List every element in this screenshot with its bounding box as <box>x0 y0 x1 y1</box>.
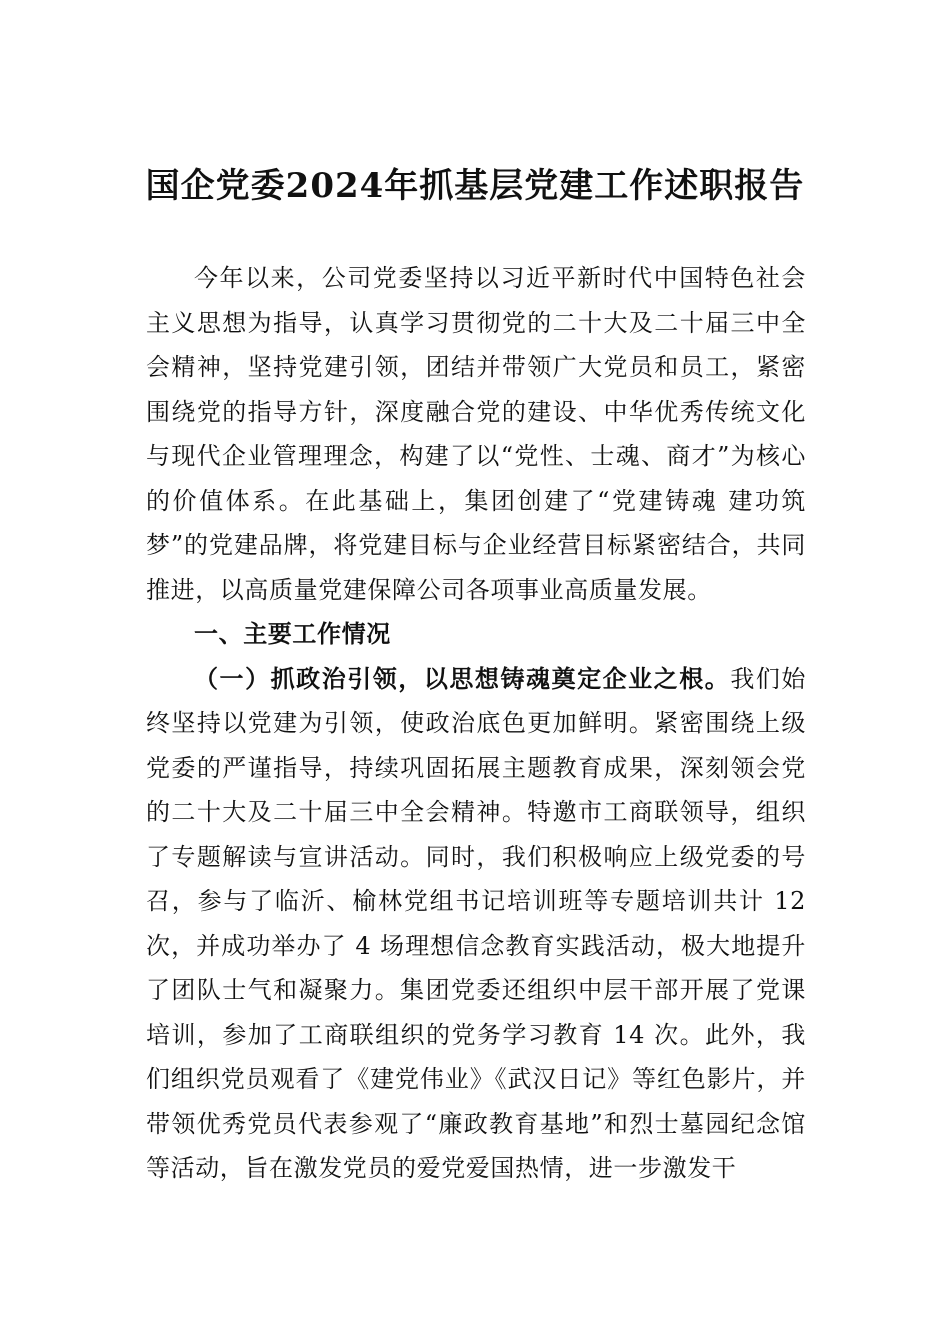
section-heading-main-work: 一、主要工作情况 <box>194 620 391 648</box>
intro-paragraph: 今年以来，公司党委坚持以习近平新时代中国特色社会主义思想为指导，认真学习贯彻党的二十大及二十届三中全会精神，坚持党建引领，团结并带领广大党员和员工，紧密围绕党的指导方针，深度融合党的建设、中华优秀传统文化与现代企业管理理念，构建了以“党性、士魂、商才”为核心的价值体系。在此基础上，集团创建了“党建铸魂 建功筑梦”的党建品牌，将党建目标与企业经营目标紧密结合，共同推进，以高质量党建保障公司各项事业高质量发展。 <box>146 264 806 604</box>
subsection-heading-political-leadership: （一）抓政治引领，以思想铸魂奠定企业之根。 <box>194 663 731 693</box>
document-title: 国企党委2024年抓基层党建工作述职报告 <box>145 166 805 206</box>
document-body <box>146 256 806 1191</box>
subsection-paragraph-political-leadership <box>146 657 806 1191</box>
subsection-body-political-leadership: 我们始终坚持以党建为引领，使政治底色更加鲜明。紧密围绕上级党委的严谨指导，持续巩固拓展主题教育成果，深刻领会党的二十大及二十届三中全会精神。特邀市工商联领导，组织了专题解读与宣讲活动。同时，我们积极响应上级党委的号召，参与了临沂、榆林党组书记培训班等专题培训共计 12 次，并成功举办了 4 场理想信念教育实践活动，极大地提升了团队士气和凝聚力。集团党委还组织中层干部开展了党课培训，参加了工商联组织的党务学习教育 14 次。此外，我们组织党员观看了《建党伟业》《武汉日记》等红色影片，并带领优秀党员代表参观了“廉政教育基地”和烈士墓园纪念馆等活动，旨在激发党员的爱党爱国热情，进一步激发干 <box>146 664 806 1182</box>
